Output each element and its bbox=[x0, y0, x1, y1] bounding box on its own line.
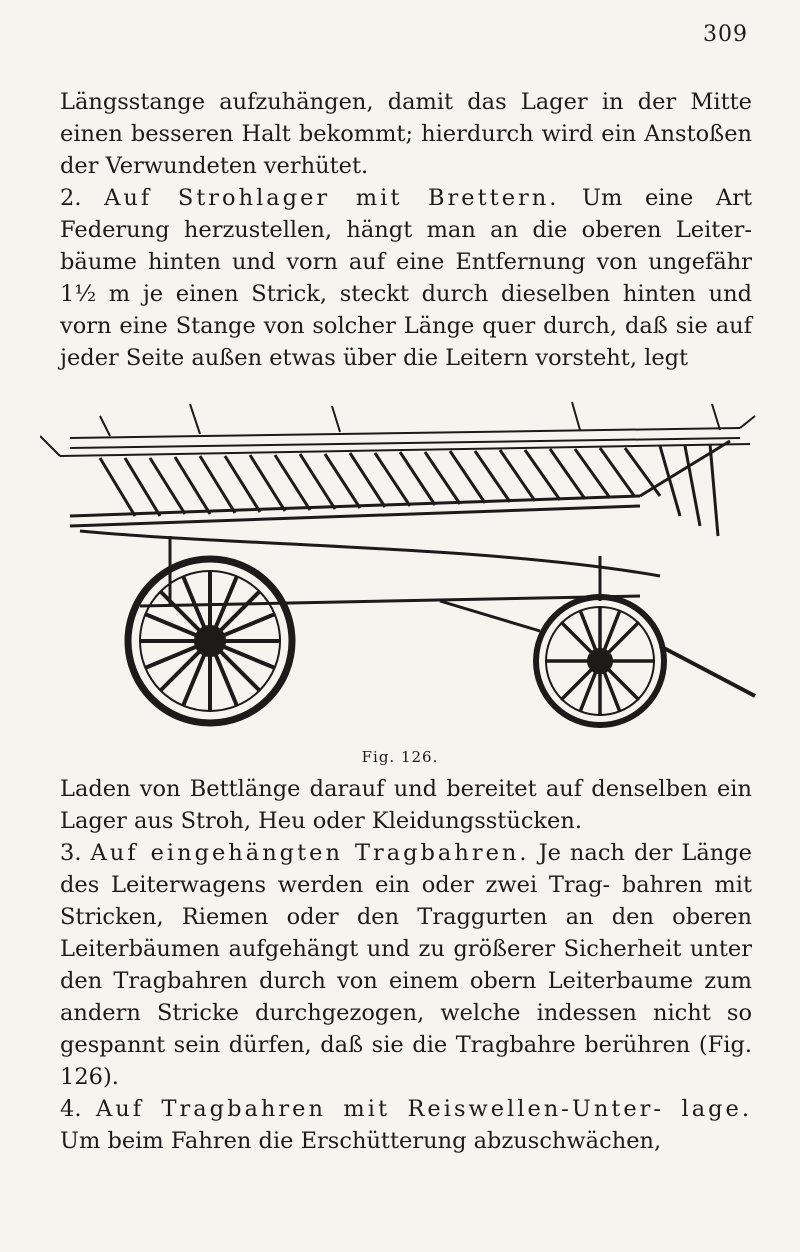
paragraph-4-body: Um beim Fahren die Erschütterung abzuschwächen, bbox=[60, 1128, 662, 1154]
paragraph-3 bbox=[60, 837, 752, 1093]
rear-wheel bbox=[128, 559, 292, 723]
paragraph-continued: Laden von Bettlänge darauf und bereitet auf denselben ein Lager aus Stroh, Heu oder Kleidungsstücken. bbox=[60, 776, 752, 834]
paragraph-3-heading: Auf eingehängten Tragbahren. bbox=[90, 840, 530, 866]
text-block-bottom bbox=[60, 773, 752, 1157]
paragraph-2-heading: Auf Strohlager mit Brettern. bbox=[104, 185, 560, 211]
page-number: 309 bbox=[703, 22, 748, 47]
paragraph-2 bbox=[60, 182, 752, 374]
paragraph-1: Längsstange aufzuhängen, damit das Lager in der Mitte einen besseren Halt bekommt; hierdurch wird ein Anstoßen der Verwundeten verhütet. bbox=[60, 89, 752, 179]
ladder-wagon-illustration bbox=[40, 396, 760, 741]
paragraph-3-number: 3. bbox=[60, 840, 82, 866]
paragraph-4 bbox=[60, 1093, 752, 1157]
paragraph-4-heading: Auf Tragbahren mit Reiswellen-Unter- lage. bbox=[95, 1096, 752, 1122]
paragraph-4-number: 4. bbox=[60, 1096, 82, 1122]
text-block-top bbox=[60, 86, 752, 374]
paragraph-2-number: 2. bbox=[60, 185, 82, 211]
paragraph-3-body: Je nach der Länge des Leiterwagens werden ein oder zwei Trag- bahren mit Stricken, Riemen oder den Traggurten an den oberen Leiterbäumen aufgehängt und zu größerer Sicherheit unter den Tragbahren durch von einem obern Leiterbaume zum andern Stricke durchgezogen, welche indessen nicht so gespannt sein dürfen, daß sie die Tragbahre berühren (Fig. 126). bbox=[60, 840, 752, 1090]
paragraph-2-body: Um eine Art Federung herzustellen, hängt man an die oberen Leiter- bäume hinten und vorn auf eine Entfernung von ungefähr 1½ m je einen Strick, steckt durch dieselben hinten und vorn eine Stange von solcher Länge quer durch, daß sie auf jeder Seite außen etwas über die Leitern vorsteht, legt bbox=[60, 185, 752, 371]
figure-caption: Fig. 126. bbox=[361, 748, 439, 766]
front-wheel bbox=[536, 597, 664, 725]
